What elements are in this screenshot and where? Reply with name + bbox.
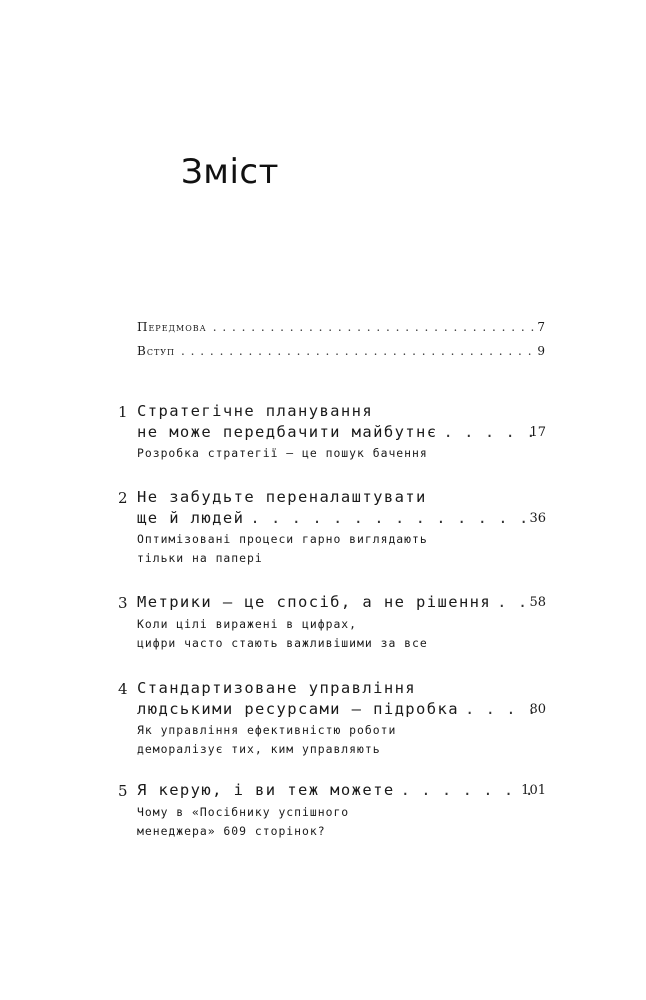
toc-entry-label: Вступ (137, 344, 176, 358)
chapter-subtitle (137, 721, 396, 759)
chapter-subtitle-line: Як управління ефективністю роботи (137, 723, 397, 737)
dot-leader (444, 423, 537, 441)
chapter-subtitle-line: цифри часто стають важливішими за все (137, 636, 428, 650)
chapter-title-line: Стратегічне планування (137, 402, 374, 420)
toc-entry-foreword[interactable] (137, 320, 546, 334)
dot-leader (250, 509, 536, 527)
chapter-number: 4 (118, 680, 128, 698)
toc-page-number: 7 (537, 320, 546, 334)
chapter-number: 5 (118, 782, 128, 800)
chapter-title-line: Я керую, і ви теж можете (137, 781, 395, 799)
toc-page-number: 80 (529, 702, 546, 717)
chapter-title-line: Не забудьте переналаштувати (137, 488, 427, 506)
dot-leader (213, 320, 536, 334)
chapter-number: 3 (118, 594, 128, 612)
chapter-subtitle-line: Чому в «Посібнику успішного (137, 805, 350, 819)
chapter-subtitle (137, 615, 428, 653)
chapter-number: 2 (118, 489, 128, 507)
chapter-subtitle (137, 530, 428, 568)
chapter-subtitle-line: Оптимізовані процеси гарно виглядають (137, 532, 428, 546)
toc-page-number: 58 (529, 595, 546, 610)
chapter-subtitle-line: менеджера» 609 сторінок? (137, 824, 326, 838)
dot-leader (465, 700, 536, 718)
chapter-subtitle (137, 803, 349, 841)
dot-leader (181, 344, 536, 358)
chapter-subtitle-line: деморалізує тих, ким управляють (137, 742, 381, 756)
chapter-title-line: Стандартизоване управління (137, 679, 417, 697)
dot-leader (401, 781, 536, 799)
chapter-title-line: не може передбачити майбутнє (137, 423, 438, 441)
page-title: Зміст (181, 152, 279, 192)
toc-page-number: 17 (529, 425, 546, 440)
toc-page-number: 101 (521, 783, 546, 798)
chapter-subtitle-line: Розробка стратегії — це пошук бачення (137, 446, 428, 460)
chapter-number: 1 (118, 403, 128, 421)
chapter-title-line: ще й людей (137, 509, 245, 527)
toc-entry-label: Передмова (137, 320, 207, 334)
toc-page-number: 36 (529, 511, 546, 526)
chapter-subtitle (137, 444, 428, 463)
toc-entry-introduction[interactable] (137, 344, 546, 358)
chapter-subtitle-line: тільки на папері (137, 551, 263, 565)
chapter-title-line: Метрики — це спосіб, а не рішення (137, 593, 492, 611)
chapter-subtitle-line: Коли цілі виражені в цифрах, (137, 617, 358, 631)
toc-page-number: 9 (537, 344, 546, 358)
chapter-title-line: людськими ресурсами — підробка (137, 700, 459, 718)
